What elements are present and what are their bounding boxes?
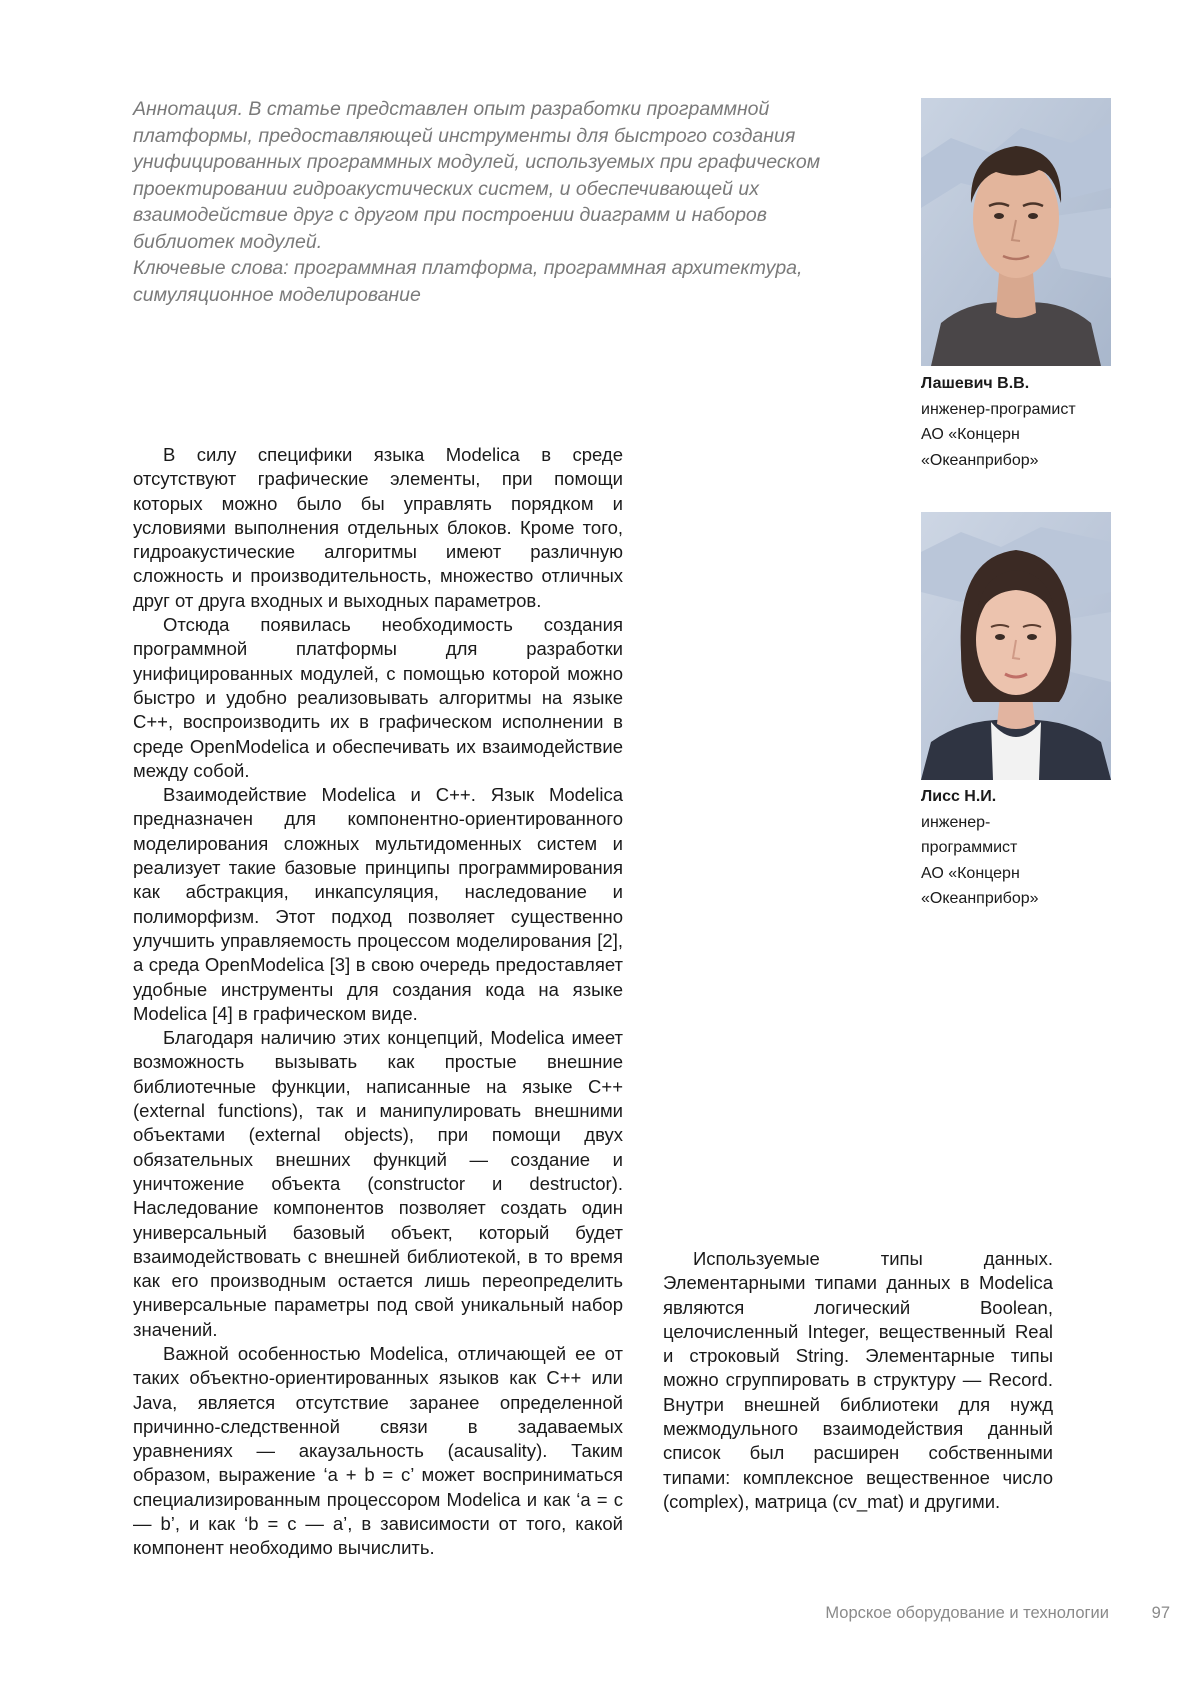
page-number: 97 [1151,1604,1170,1622]
paragraph: Используемые типы данных. Элементарными типами данных в Modelica являются логический Boolean, целочисленный Integer, вещественный Real и строковый String. Элементарные типы можно сгруппировать в структуру — Record. Внутри внешней библиотеки для нужд межмодульного взаимодействия данный список был расширен собственными типами: комплексное вещественное число (complex), матрица (cv_mat) и другими. [663,1248,1053,1512]
author-name: Лашевич В.В. [921,375,1030,392]
author-caption-1 [921,371,1131,473]
body-column-left [133,443,623,1561]
abstract [133,96,873,308]
author-position: инженер- [921,813,991,831]
author-org: АО «Концерн [921,864,1020,882]
paragraph: Благодаря наличию этих концепций, Modelica имеет возможность вызывать как простые внешние библиотечные функции, написанные на языке C++ (external functions), так и манипулировать внешними объектами (external objects), при помощи двух обязательных внешних функций — создание и уничтожение объекта (constructor и destructor). Наследование компонентов позволяет создать один универсальный базовый объект, который будет взаимодействовать с внешней библиотекой, в то время как его производным остается лишь переопределить универсальные параметры под свой уникальный набор значений. [133,1027,623,1340]
author-photo-lashevich [921,98,1111,366]
paragraph: Важной особенностью Modelica, отличающей ее от таких объектно-ориентированных языков как C++ или Java, является отсутствие заранее определенной причинно-следственной связи в задаваемых уравнениях — акаузальность (acausality). Таким образом, выражение ‘a + b = c’ может восприниматься специализированным процессором Modelica и как ‘a = c — b’, и как ‘b = c — a’, в зависимости от того, какой компонент необходимо вычислить. [133,1342,623,1559]
author-org: «Океанприбор» [921,890,1039,907]
abstract-text: Аннотация. В статье представлен опыт разработки программной платформы, предоставляющей инструменты для быстрого создания унифицированных программных модулей, используемых при графическом проектировании гидроакустических систем, и обеспечивающей их взаимодействие друг с другом при построении диаграмм и наборов библиотек модулей. [133,98,821,253]
paragraph: В силу специфики языка Modelica в среде отсутствуют графические элементы, при помощи которых можно было бы управлять порядком и условиями выполнения отдельных блоков. Кроме того, гидроакустические алгоритмы имеют различную сложность и производительность, множество отличных друг от друга входных и выходных параметров. [133,444,623,611]
journal-title: Морское оборудование и технологии [825,1604,1109,1622]
paragraph: Взаимодействие Modelica и C++. Язык Modelica предназначен для компонентно-ориентированного моделирования сложных мультидоменных систем и реализует такие базовые принципы программирования как абстракция, инкапсуляция, наследование и полиморфизм. Этот подход позволяет существенно улучшить управляемость процессом моделирования [2], а среда OpenModelica [3] в свою очередь предоставляет удобные инструменты для создания кода на языке Modelica [4] в графическом виде. [133,784,623,1024]
author-caption-2 [921,784,1131,912]
paragraph: Отсюда появилась необходимость создания программной платформы для разработки унифицированных модулей, с помощью которой можно быстро и удобно реализовывать алгоритмы на языке C++, воспроизводить их в графическом исполнении в среде OpenModelica и обеспечивать их взаимодействие между собой. [133,614,623,781]
author-position: программист [921,839,1018,856]
keywords: Ключевые слова: программная платформа, программная архитектура, симуляционное моделирование [133,257,803,306]
body-column-right [663,1247,1053,1514]
author-position: инженер-програмист [921,400,1076,418]
author-org: АО «Концерн [921,426,1020,443]
author-photo-liss [921,512,1111,780]
author-name: Лисс Н.И. [921,788,997,805]
author-org: «Океанприбор» [921,451,1039,469]
